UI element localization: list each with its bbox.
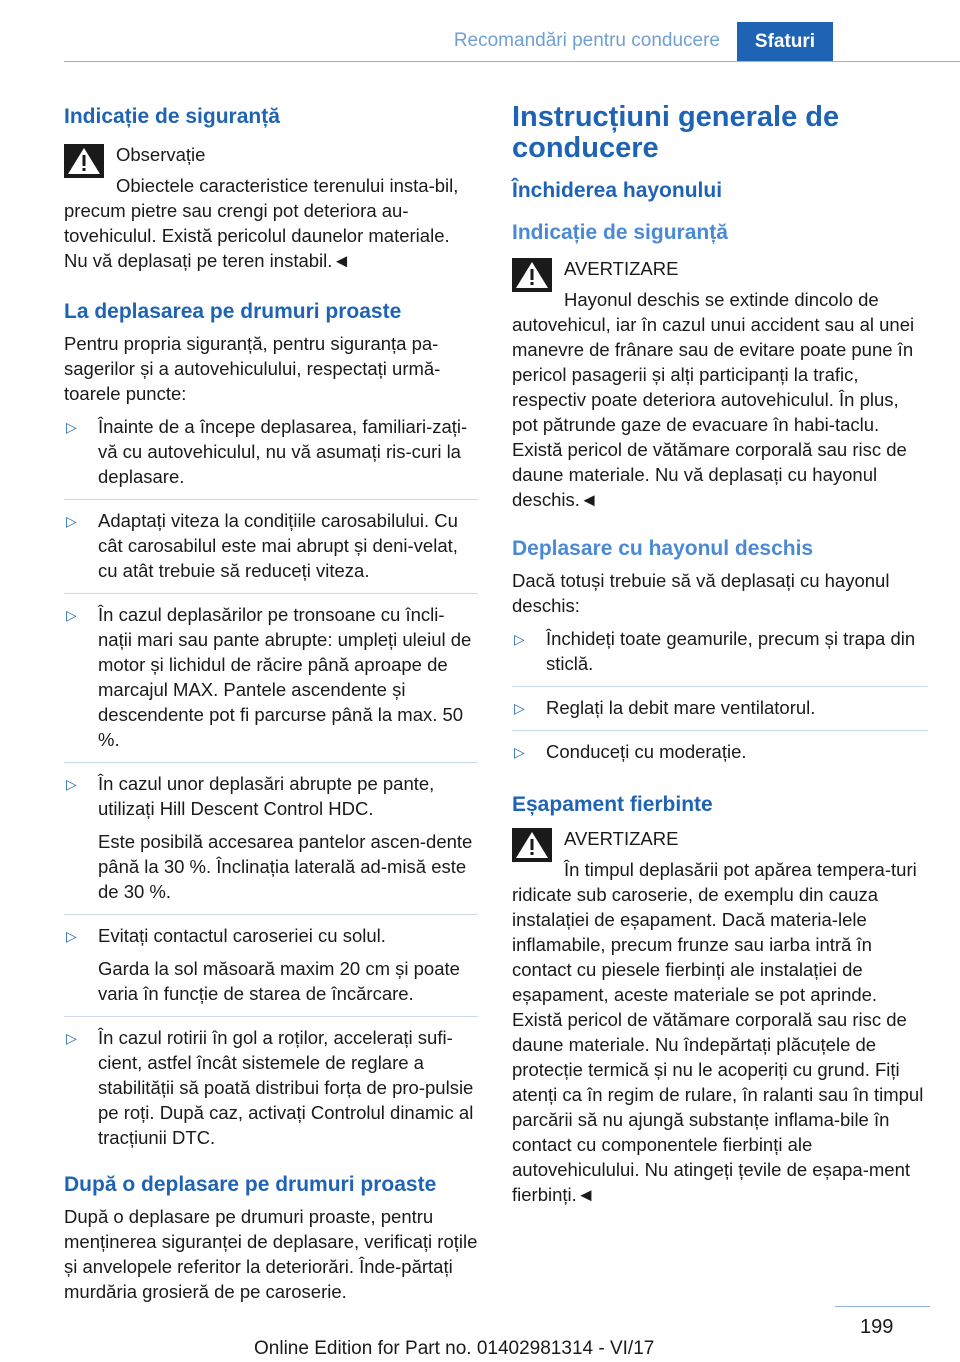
section-tab[interactable]: Sfaturi bbox=[737, 22, 833, 62]
triangle-right-icon: ▷ bbox=[66, 928, 77, 944]
exhaust-warning-box bbox=[512, 826, 928, 1207]
warning-triangle-icon bbox=[512, 828, 552, 862]
warning-triangle-icon bbox=[512, 258, 552, 292]
warning-text: Hayonul deschis se extinde dincolo de autovehicul, iar în cazul unui accident sau al unei manevre de frânare sau de evitare poate pune în pericol pasagerii și alți participanți la trafic, respectiv poate deteriora autovehiculul. În plus, pot pătrunde gaze de evacuare în habi-taclu. Există pericol de vătămare corporală sau risc de daune materiale. Nu vă deplasați cu hayonul deschis.◄ bbox=[512, 289, 915, 510]
list-item: ▷ Evitați contactul caroseriei cu solul. Garda la sol măsoară maxim 20 cm și poate varia în funcție de starea de încărcare. bbox=[64, 923, 478, 1017]
left-column bbox=[64, 90, 478, 1304]
list-item-sub: Este posibilă accesarea pantelor ascen-dente până la 30 %. Înclinația laterală ad-misă este de 30 %. bbox=[98, 831, 473, 902]
triangle-right-icon: ▷ bbox=[66, 1030, 77, 1046]
list-item: ▷ Închideți toate geamurile, precum și trapa din sticlă. bbox=[512, 626, 928, 687]
footer-divider bbox=[835, 1306, 930, 1307]
rough-roads-heading: La deplasarea pe drumuri proaste bbox=[64, 300, 402, 323]
open-tailgate-heading: Deplasare cu hayonul deschis bbox=[512, 537, 814, 560]
after-rough-heading: După o deplasare pe drumuri proaste bbox=[64, 1173, 437, 1196]
list-item: ▷ În cazul deplasărilor pe tronsoane cu încli-nații mari sau pante abrupte: umpleți uleiul de motor și lichidul de răcire până aproape de marcajul MAX. Pantele ascendente și descendente pot fi parcurse până la max. 50 %. bbox=[64, 602, 478, 763]
warning-text: În timpul deplasării pot apărea tempera-turi ridicate sub caroserie, de exemplu din cauza instalației de eșapament. Dacă materia-lele inflamabile, precum frunze sau iarba intră în contact cu piesele fierbinți ale instalației de eșapament, aceste materiale se pot aprinde. Există pericol de vătămare corporală sau risc de daune materiale. Nu îndepărtați plăcuțele de protecție termică și nu le acoperiți cu grund. Fiți atenți ca în regim de rulare, în ralanti sau în timpul parcării să nu ajungă substanțe inflama-bile în contact cu componentele fierbinți ale autovehiculului. Nu atingeți țevile de eșapa-ment fierbinți.◄ bbox=[512, 859, 924, 1205]
triangle-right-icon: ▷ bbox=[66, 419, 77, 435]
list-item: ▷ Înainte de a începe deplasarea, familiari-zați-vă cu autovehiculul, nu vă asumați ris-curi la deplasare. bbox=[64, 414, 478, 500]
tailgate-heading: Închiderea hayonului bbox=[512, 179, 723, 202]
triangle-right-icon: ▷ bbox=[514, 744, 525, 760]
right-column bbox=[512, 90, 928, 1207]
chapter-title: Recomandări pentru conducere bbox=[453, 30, 720, 51]
rough-roads-intro: Pentru propria siguranță, pentru siguranța pa-sagerilor și a autovehiculului, respectați urmă-toarele puncte: bbox=[64, 333, 441, 404]
list-item: ▷ Conduceți cu moderație. bbox=[512, 739, 928, 774]
warning-title: AVERTIZARE bbox=[564, 258, 679, 279]
exhaust-heading: Eșapament fierbinte bbox=[512, 793, 713, 816]
main-heading: Instrucțiuni generale de conducere bbox=[512, 101, 840, 164]
safety-heading: Indicație de siguranță bbox=[64, 105, 280, 128]
triangle-right-icon: ▷ bbox=[66, 776, 77, 792]
header-divider bbox=[64, 61, 960, 62]
note-text: Obiectele caracteristice terenului insta-bil, precum pietre sau crengi pot deteriora au-tovehiculul. Există pericolul daunelor materiale. Nu vă deplasați pe teren instabil.◄ bbox=[64, 175, 459, 271]
open-tailgate-intro: Dacă totuși trebuie să vă deplasați cu hayonul deschis: bbox=[512, 570, 890, 616]
list-item: ▷ Reglați la debit mare ventilatorul. bbox=[512, 695, 928, 731]
triangle-right-icon: ▷ bbox=[514, 631, 525, 647]
list-item-sub: Garda la sol măsoară maxim 20 cm și poate varia în funcție de starea de încărcare. bbox=[98, 958, 460, 1004]
note-title: Observație bbox=[116, 144, 206, 165]
after-rough-text: După o deplasare pe drumuri proaste, pentru menținerea siguranței de deplasare, verificați roțile și anvelopele referitor la deteriorări. Înde-părtați murdăria grosieră de pe caroserie. bbox=[64, 1206, 478, 1302]
triangle-right-icon: ▷ bbox=[66, 607, 77, 623]
tailgate-safety-heading: Indicație de siguranță bbox=[512, 221, 728, 244]
tailgate-warning-box bbox=[512, 256, 928, 512]
open-tailgate-list bbox=[512, 626, 928, 774]
page-header bbox=[0, 0, 960, 62]
triangle-right-icon: ▷ bbox=[66, 513, 77, 529]
note-box bbox=[64, 142, 478, 273]
triangle-right-icon: ▷ bbox=[514, 700, 525, 716]
edition-line: Online Edition for Part no. 01402981314 - VI/17 bbox=[254, 1338, 655, 1359]
page-number: 199 bbox=[860, 1316, 894, 1338]
warning-title: AVERTIZARE bbox=[564, 828, 679, 849]
warning-triangle-icon bbox=[64, 144, 104, 178]
list-item: ▷ În cazul rotirii în gol a roților, accelerați sufi-cient, astfel încât sistemele de reglare a stabilității să poată distribui forța de pro-pulsie pe roți. După caz, activați Controlul dinamic al tracțiunii DTC. bbox=[66, 1027, 474, 1148]
list-item: ▷ Adaptați viteza la condițiile carosabilului. Cu cât carosabilul este mai abrupt și deni-velat, cu atât trebuie să reduceți viteza. bbox=[64, 508, 478, 594]
list-item: ▷ În cazul unor deplasări abrupte pe pante, utilizați Hill Descent Control HDC. Este posibilă accesarea pantelor ascen-dente până la 30 %. Înclinația laterală ad-misă este de 30 %. bbox=[64, 771, 478, 915]
rough-roads-list bbox=[64, 414, 478, 1160]
